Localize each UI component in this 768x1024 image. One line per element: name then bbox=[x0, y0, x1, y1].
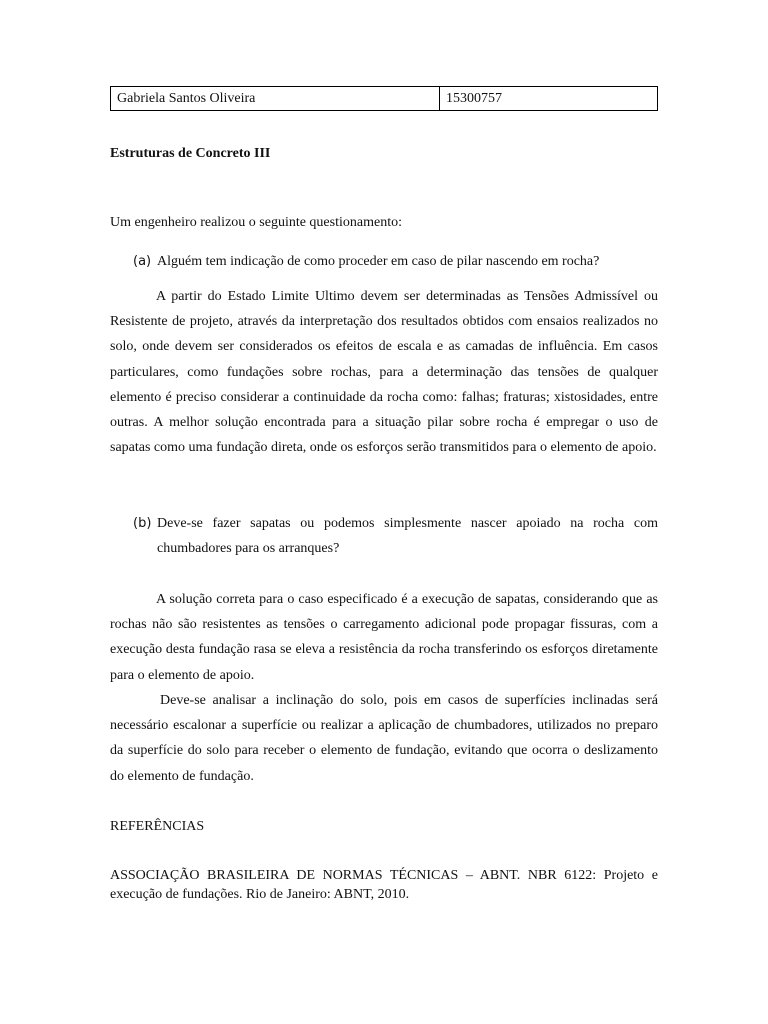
course-title: Estruturas de Concreto III bbox=[110, 146, 271, 161]
answer-b-paragraph-2 bbox=[110, 688, 658, 789]
reference-item: ASSOCIAÇÃO BRASILEIRA DE NORMAS TÉCNICAS – ABNT. NBR 6122: Projeto e execução de fundações. Rio de Janeiro: ABNT, 2010. bbox=[110, 868, 658, 902]
answer-b-text-1: A solução correta para o caso especificado é a execução de sapatas, considerando que as rochas não são resistentes as tensões o carregamento adicional pode propagar fissuras, com a execução desta fundação rasa se eleva a resistência da rocha transferindo os esforços diretamente para o elemento de apoio. bbox=[110, 592, 658, 683]
answer-a-text: A partir do Estado Limite Ultimo devem ser determinadas as Tensões Admissível ou Resistente de projeto, através da interpretação dos resultados obtidos com ensaios realizados no solo, onde devem ser considerados os efeitos de escala e as camadas de influência. Em casos particulares, como fundações sobre rochas, para a determinação das tensões de qualquer elemento é preciso considerar a continuidade da rocha como: falhas; fraturas; xistosidades, entre outras. A melhor solução encontrada para a situação pilar sobre rocha é empregar o uso de sapatas como uma fundação direta, onde os esforços serão transmitidos para o elemento de apoio. bbox=[110, 289, 658, 456]
references-heading: REFERÊNCIAS bbox=[110, 819, 205, 834]
question-b bbox=[133, 511, 658, 561]
question-b-marker: (b) bbox=[133, 516, 152, 531]
header-table bbox=[110, 86, 658, 111]
answer-b-text-2: Deve-se analisar a inclinação do solo, pois em casos de superfícies inclinadas será necessário escalonar a superfície ou realizar a aplicação de chumbadores, utilizados no preparo da superfície do solo para receber o elemento de fundação, evitando que ocorra o deslizamento do elemento de fundação. bbox=[110, 693, 658, 784]
answer-a-paragraph bbox=[110, 284, 658, 460]
question-a-marker: (a) bbox=[133, 254, 152, 269]
question-b-text: Deve-se fazer sapatas ou podemos simplesmente nascer apoiado na rocha com chumbadores para os arranques? bbox=[157, 516, 658, 556]
student-name-cell: Gabriela Santos Oliveira bbox=[111, 87, 440, 110]
student-id-cell: 15300757 bbox=[446, 91, 502, 106]
answer-b-paragraph-1 bbox=[110, 587, 658, 688]
question-a bbox=[133, 249, 658, 274]
question-a-text: Alguém tem indicação de como proceder em caso de pilar nascendo em rocha? bbox=[157, 254, 600, 269]
intro-text: Um engenheiro realizou o seguinte questionamento: bbox=[110, 215, 402, 230]
